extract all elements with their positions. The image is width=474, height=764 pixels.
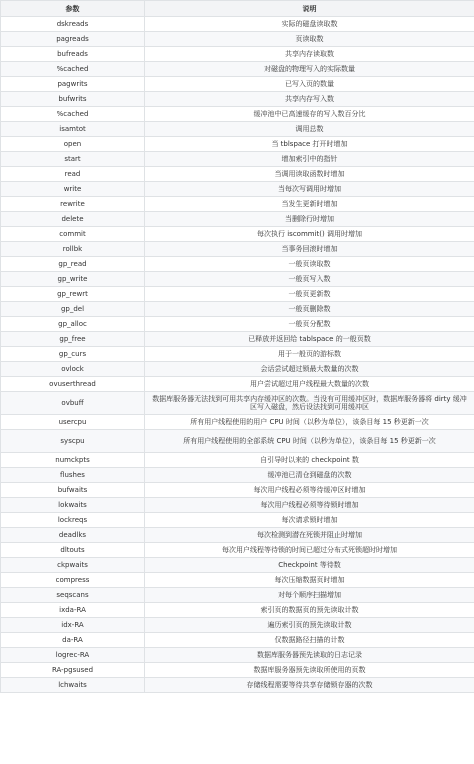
param-cell: deadlks (1, 528, 145, 543)
table-row (1, 212, 474, 227)
param-cell: syscpu (1, 430, 145, 453)
description-cell: 用于一般页的游标数 (145, 347, 474, 362)
column-header-param: 参数 (1, 1, 145, 17)
description-cell: 实际的磁盘读取数 (145, 17, 474, 32)
description-cell: 每次请求锁时增加 (145, 513, 474, 528)
description-cell: 一般页读取数 (145, 257, 474, 272)
param-cell: gp_rewrt (1, 287, 145, 302)
table-row (1, 678, 474, 693)
description-cell: 数据库服务器预先读取所使用的页数 (145, 663, 474, 678)
param-cell: isamtot (1, 122, 145, 137)
description-cell: 缓冲池中已高速缓存的写入数百分比 (145, 107, 474, 122)
table-row (1, 498, 474, 513)
param-cell: commit (1, 227, 145, 242)
param-cell: bufreads (1, 47, 145, 62)
table-row (1, 648, 474, 663)
description-cell: 当删除行时增加 (145, 212, 474, 227)
description-cell: 页读取数 (145, 32, 474, 47)
param-cell: logrec-RA (1, 648, 145, 663)
table-row (1, 332, 474, 347)
description-cell: 对磁盘的物理写入的实际数量 (145, 62, 474, 77)
table-row (1, 603, 474, 618)
table-row (1, 558, 474, 573)
table-row (1, 663, 474, 678)
param-cell: seqscans (1, 588, 145, 603)
description-cell: 数据库服务器预先读取的日志记录 (145, 648, 474, 663)
table-row (1, 453, 474, 468)
param-cell: dltouts (1, 543, 145, 558)
table-row (1, 483, 474, 498)
table-row (1, 152, 474, 167)
param-cell: gp_write (1, 272, 145, 287)
param-cell: read (1, 167, 145, 182)
table-row (1, 182, 474, 197)
description-cell: 仅数据路径扫描的计数 (145, 633, 474, 648)
description-cell: 对每个顺序扫描增加 (145, 588, 474, 603)
param-cell: %cached (1, 107, 145, 122)
table-row (1, 77, 474, 92)
param-cell: ovlock (1, 362, 145, 377)
table-row (1, 122, 474, 137)
param-cell: bufwrits (1, 92, 145, 107)
description-cell: 一般页分配数 (145, 317, 474, 332)
param-cell: rewrite (1, 197, 145, 212)
description-cell: 当 tblspace 打开时增加 (145, 137, 474, 152)
param-cell: gp_del (1, 302, 145, 317)
table-row (1, 32, 474, 47)
table-row (1, 347, 474, 362)
description-cell: 共享内存写入数 (145, 92, 474, 107)
description-cell: 所有用户线程使用的全部系统 CPU 时间（以秒为单位），该条目每 15 秒更新一次 (145, 430, 474, 453)
description-cell: 每次用户线程必须等待锁时增加 (145, 498, 474, 513)
param-cell: da-RA (1, 633, 145, 648)
table-row (1, 573, 474, 588)
param-cell: usercpu (1, 415, 145, 430)
description-cell: 每次用户线程必须等待缓冲区时增加 (145, 483, 474, 498)
description-cell: 每次压缩数据页时增加 (145, 573, 474, 588)
table-row (1, 618, 474, 633)
description-cell: 每次用户线程等待锁的时间已超过分布式死锁超时时增加 (145, 543, 474, 558)
table-row (1, 62, 474, 77)
description-cell: 缓冲池已清仓到磁盘的次数 (145, 468, 474, 483)
table-body (1, 17, 474, 693)
param-cell: delete (1, 212, 145, 227)
table-row (1, 362, 474, 377)
table-row (1, 302, 474, 317)
description-cell: 共享内存读取数 (145, 47, 474, 62)
param-cell: open (1, 137, 145, 152)
description-cell: 已释放并返回给 tablspace 的一般页数 (145, 332, 474, 347)
description-cell: 数据库服务器无法找到可用共享内存缓冲区的次数。当没有可用缓冲区时，数据库服务器将 dirty 缓冲区写入磁盘，然后设法找到可用缓冲区 (145, 392, 474, 415)
param-cell: idx-RA (1, 618, 145, 633)
param-cell: ovuserthread (1, 377, 145, 392)
table-row (1, 543, 474, 558)
table-row (1, 588, 474, 603)
table-row (1, 137, 474, 152)
table-row (1, 317, 474, 332)
description-cell: 每次检测到潜在死锁并阻止时增加 (145, 528, 474, 543)
description-cell: Checkpoint 等待数 (145, 558, 474, 573)
param-cell: gp_free (1, 332, 145, 347)
table-row (1, 242, 474, 257)
description-cell: 一般页写入数 (145, 272, 474, 287)
table-row (1, 17, 474, 32)
table-row (1, 227, 474, 242)
description-cell: 存储线程需要等待共享存储锁存器的次数 (145, 678, 474, 693)
description-cell: 每次执行 iscommit() 调用时增加 (145, 227, 474, 242)
description-cell: 增加索引中的指针 (145, 152, 474, 167)
table-row (1, 392, 474, 415)
description-cell: 当调用读取函数时增加 (145, 167, 474, 182)
table-row (1, 197, 474, 212)
description-cell: 一般页删除数 (145, 302, 474, 317)
table-header-row (1, 1, 474, 17)
description-cell: 自引导时以来的 checkpoint 数 (145, 453, 474, 468)
param-cell: numckpts (1, 453, 145, 468)
table-row (1, 528, 474, 543)
description-cell: 一般页更新数 (145, 287, 474, 302)
param-cell: gp_read (1, 257, 145, 272)
param-cell: gp_curs (1, 347, 145, 362)
param-cell: ovbuff (1, 392, 145, 415)
table-row (1, 513, 474, 528)
table-row (1, 430, 474, 453)
param-cell: compress (1, 573, 145, 588)
param-cell: RA-pgsused (1, 663, 145, 678)
param-cell: rollbk (1, 242, 145, 257)
table-row (1, 272, 474, 287)
table-row (1, 287, 474, 302)
column-header-description: 说明 (145, 1, 474, 17)
table-row (1, 257, 474, 272)
description-cell: 用户尝试超过用户线程最大数量的次数 (145, 377, 474, 392)
table-row (1, 47, 474, 62)
param-cell: lchwaits (1, 678, 145, 693)
param-cell: pagwrits (1, 77, 145, 92)
table-row (1, 167, 474, 182)
description-cell: 遍历索引页的预先读取计数 (145, 618, 474, 633)
description-cell: 调用总数 (145, 122, 474, 137)
table-row (1, 107, 474, 122)
param-cell: flushes (1, 468, 145, 483)
table-row (1, 468, 474, 483)
description-cell: 当发生更新时增加 (145, 197, 474, 212)
param-cell: write (1, 182, 145, 197)
description-cell: 当每次写调用时增加 (145, 182, 474, 197)
param-cell: pagreads (1, 32, 145, 47)
table-row (1, 415, 474, 430)
param-cell: ckpwaits (1, 558, 145, 573)
param-cell: bufwaits (1, 483, 145, 498)
param-cell: start (1, 152, 145, 167)
param-cell: dskreads (1, 17, 145, 32)
description-cell: 当事务回滚时增加 (145, 242, 474, 257)
param-cell: %cached (1, 62, 145, 77)
table-row (1, 92, 474, 107)
table-row (1, 633, 474, 648)
description-cell: 索引页的数据页的预先读取计数 (145, 603, 474, 618)
description-cell: 会话尝试超过锁最大数量的次数 (145, 362, 474, 377)
table-row (1, 377, 474, 392)
param-cell: lokwaits (1, 498, 145, 513)
param-cell: ixda-RA (1, 603, 145, 618)
param-cell: gp_alloc (1, 317, 145, 332)
description-cell: 所有用户线程使用的用户 CPU 时间（以秒为单位），该条目每 15 秒更新一次 (145, 415, 474, 430)
param-cell: lockreqs (1, 513, 145, 528)
description-cell: 已写入页的数量 (145, 77, 474, 92)
